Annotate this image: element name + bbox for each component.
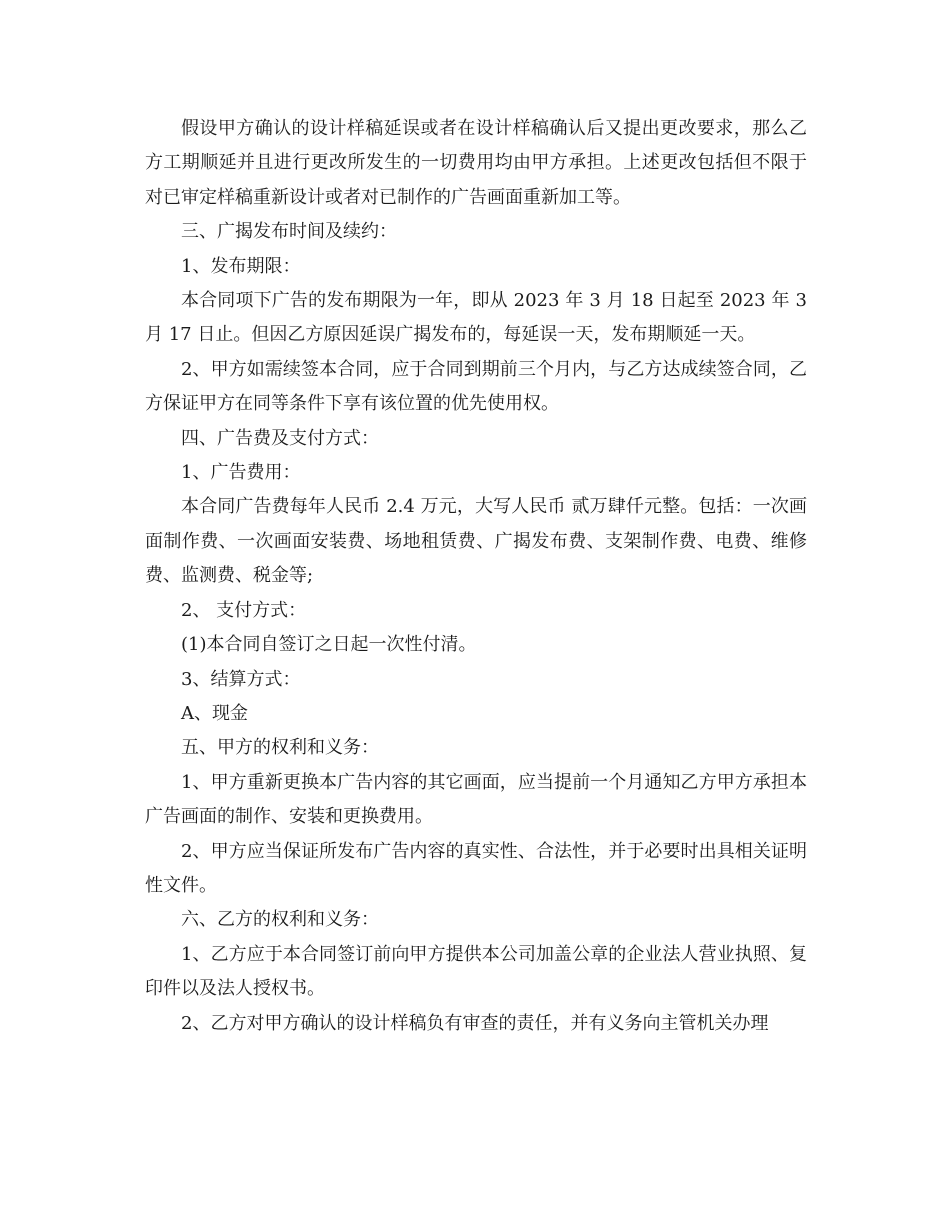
subheading-settlement: 3、结算方式：	[181, 668, 301, 690]
subheading-publish-period: 1、发布期限：	[181, 255, 301, 277]
heading-fee-payment: 四、广告费及支付方式：	[181, 427, 379, 449]
paragraph-party-b-1: 1、乙方应于本合同签订前向甲方提供本公司加盖公章的企业法人营业执照、复印件以及法人授权书。	[145, 943, 807, 1000]
paragraph-cash: A、现金	[181, 702, 248, 724]
paragraph-publish-period: 本合同项下广告的发布期限为一年，即从 2023 年 3 月 18 日起至 2023 年 3 月 17 日止。但因乙方原因延误广揭发布的，每延误一天，发布期顺延一天。	[145, 290, 807, 346]
heading-publish-time-renewal: 三、广揭发布时间及续约：	[181, 221, 397, 243]
paragraph-party-a-2: 2、甲方应当保证所发布广告内容的真实性、合法性，并于必要时出具相关证明性文件。	[145, 840, 807, 896]
document-body	[145, 112, 807, 1041]
heading-party-b-rights: 六、乙方的权利和义务：	[181, 909, 379, 931]
paragraph-party-a-1: 1、甲方重新更换本广告内容的其它画面，应当提前一个月通知乙方甲方承担本广告画面的制作、安装和更换费用。	[145, 771, 807, 828]
subheading-payment-method: 2、 支付方式：	[181, 599, 307, 621]
paragraph-renewal: 2、甲方如需续签本合同，应于合同到期前三个月内，与乙方达成续签合同，乙方保证甲方在同等条件下享有该位置的优先使用权。	[145, 358, 807, 415]
subheading-ad-fee: 1、广告费用：	[181, 462, 301, 484]
paragraph-design-delay: 假设甲方确认的设计样稿延误或者在设计样稿确认后又提出更改要求，那么乙方工期顺延并且进行更改所发生的一切费用均由甲方承担。上述更改包括但不限于对已审定样稿重新设计或者对已制作的广告画面重新加工等。	[145, 118, 807, 208]
paragraph-payment-once: (1)本合同自签订之日起一次性付清。	[181, 634, 477, 656]
paragraph-ad-fee: 本合同广告费每年人民币 2.4 万元，大写人民币 贰万肆仟元整。包括：一次画面制作费、一次画面安装费、场地租赁费、广揭发布费、支架制作费、电费、维修费、监测费、税金等;	[145, 496, 807, 587]
paragraph-party-b-2: 2、乙方对甲方确认的设计样稿负有审查的责任，并有义务向主管机关办理	[181, 1012, 769, 1034]
heading-party-a-rights: 五、甲方的权利和义务：	[181, 737, 379, 759]
